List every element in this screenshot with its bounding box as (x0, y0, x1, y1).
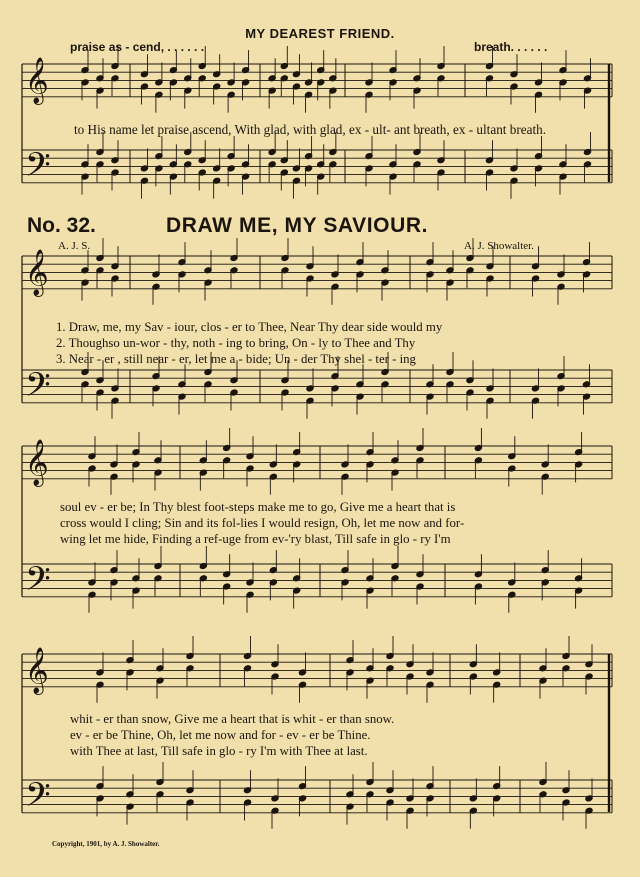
composer-credit: A. J. Showalter. (464, 240, 534, 252)
verse-line: cross would I cling; Sin and its fol-lies I would resign, Oh, let me now and for- (60, 516, 465, 530)
prev-song-lyric-above-right: breath. . . . . . (474, 40, 548, 54)
bass-clef-icon: 𝄢 (25, 776, 51, 823)
bass-clef-icon: 𝄢 (25, 560, 51, 607)
verse-line: with Thee at last, Till safe in glo - ry I'm with Thee at last. (70, 744, 368, 758)
verse-line: 2. Thoughso un-wor - thy, noth - ing to bring, On - ly to Thee and Thy (56, 336, 416, 350)
treble-clef-icon: 𝄞 (25, 647, 49, 694)
system-3-treble-staff (22, 654, 612, 687)
system-1-bass-staff (22, 370, 612, 403)
verse-line: ev - er be Thine, Oh, let me now and for - ev - er be Thine. (70, 728, 371, 742)
system-2-treble-staff (22, 446, 612, 479)
verse-line: 1. Draw, me, my Sav - iour, clos - er to Thee, Near Thy dear side would my (56, 320, 443, 334)
prev-song-lyric-line: to His name let praise ascend, With glad, with glad, ex - ult- ant breath, ex - ultant breath. (74, 122, 546, 137)
song-number: No. 32. (27, 214, 96, 237)
system-3-bass-staff (22, 780, 612, 813)
prev-song-system-treble-staff (22, 64, 612, 97)
verse-line: 3. Near - er , still near - er, let me a - bide; Un - der Thy shel - ter - ing (56, 352, 416, 366)
song-title: DRAW ME, MY SAVIOUR. (166, 214, 429, 237)
verse-line: soul ev - er be; In Thy blest foot-steps make me to go, Give me a heart that is (60, 500, 456, 514)
prev-song-title: MY DEAREST FRIEND. (245, 26, 395, 41)
prev-song-system-bass-staff (22, 150, 612, 183)
treble-clef-icon: 𝄞 (25, 57, 49, 104)
lyricist-credit: A. J. S. (58, 240, 91, 252)
prev-song-lyric-above-left: praise as - cend, . . . . . . (70, 40, 205, 54)
system-1-treble-staff (22, 256, 612, 289)
treble-clef-icon: 𝄞 (25, 249, 49, 296)
system-2-bass-staff (22, 564, 612, 597)
treble-clef-icon: 𝄞 (25, 439, 49, 486)
verse-line: wing let me hide, Finding a ref-uge from ev-'ry blast, Till safe in glo - ry I'm (60, 532, 451, 546)
bass-clef-icon: 𝄢 (25, 146, 51, 193)
verse-line: whit - er than snow, Give me a heart that is whit - er than snow. (70, 712, 395, 726)
copyright-notice: Copyright, 1901, by A. J. Showalter. (52, 840, 160, 848)
bass-clef-icon: 𝄢 (25, 366, 51, 413)
